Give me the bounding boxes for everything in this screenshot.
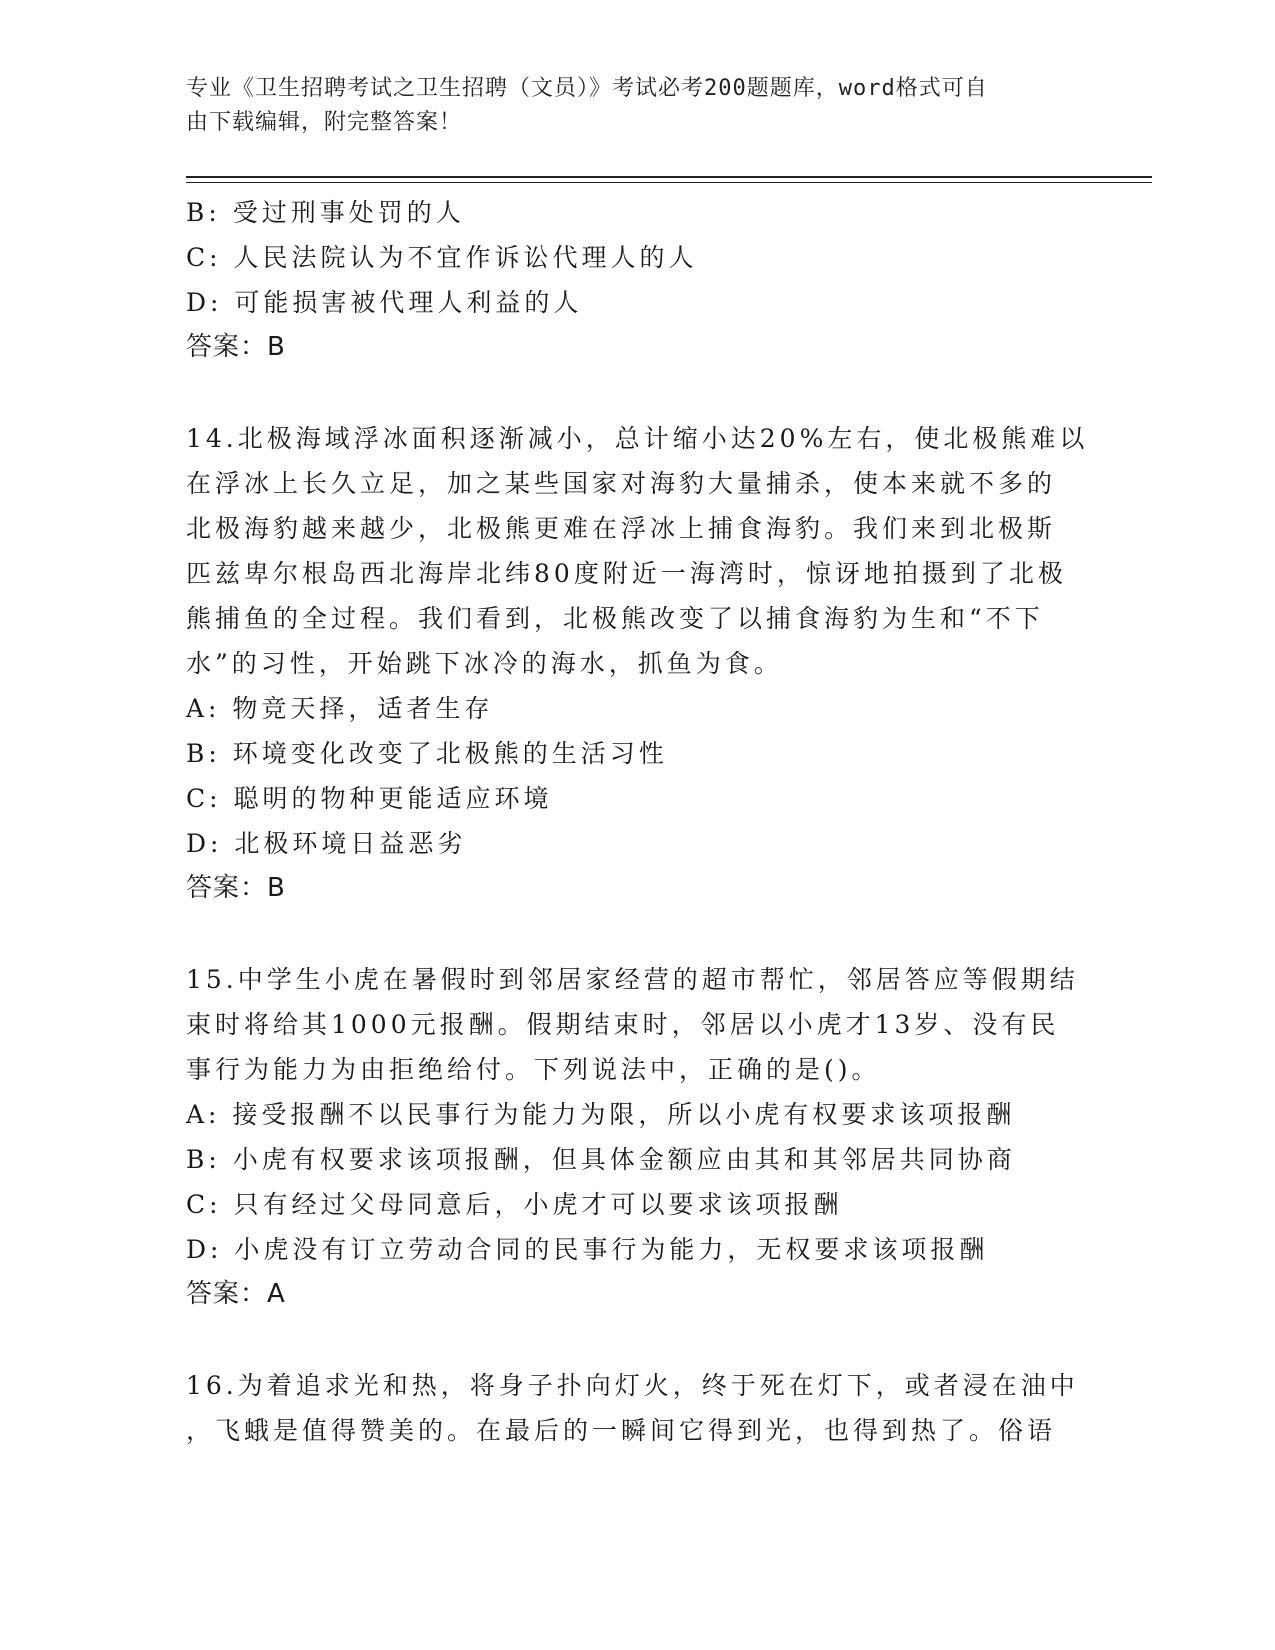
answer: 答案：A [186, 1279, 286, 1309]
page-header [186, 72, 1086, 140]
option-c: C: 只有经过父母同意后，小虎才可以要求该项报酬 [186, 1190, 843, 1219]
question-stem-line: 北极海豹越来越少，北极熊更难在浮冰上捕食海豹。我们来到北极斯 [186, 514, 1057, 543]
question-stem-line: 15.中学生小虎在暑假时到邻居家经营的超市帮忙，邻居答应等假期结 [186, 965, 1079, 994]
option-c: C: 聪明的物种更能适应环境 [186, 784, 553, 813]
question-stem-line: ，飞蛾是值得赞美的。在最后的一瞬间它得到光，也得到热了。俗语 [186, 1416, 1057, 1445]
option-a: A: 接受报酬不以民事行为能力为限，所以小虎有权要求该项报酬 [186, 1100, 1016, 1129]
option-b: B: 环境变化改变了北极熊的生活习性 [186, 739, 668, 768]
header-rule-thick [186, 176, 1152, 178]
question-15 [186, 957, 1086, 1317]
question-stem-line: 束时将给其1000元报酬。假期结束时，邻居以小虎才13岁、没有民 [186, 1010, 1060, 1039]
question-gap [186, 370, 1086, 416]
question-gap [186, 911, 1086, 957]
question-16 [186, 1363, 1086, 1453]
header-title-line-2: 由下载编辑，附完整答案！ [186, 110, 463, 135]
option-c: C: 人民法院认为不宜作诉讼代理人的人 [186, 243, 698, 272]
question-13-tail [186, 190, 1086, 370]
question-stem-line: 事行为能力为由拒绝给付。下列说法中，正确的是()。 [186, 1055, 881, 1084]
question-stem-line: 匹兹卑尔根岛西北海岸北纬80度附近一海湾时，惊讶地拍摄到了北极 [186, 559, 1067, 588]
question-content [186, 190, 1089, 1453]
question-stem-line: 水”的习性，开始跳下冰冷的海水，抓鱼为食。 [186, 649, 783, 678]
question-gap [186, 1317, 1086, 1363]
question-stem-line: 熊捕鱼的全过程。我们看到，北极熊改变了以捕食海豹为生和“不下 [186, 604, 1044, 633]
question-stem-line: 在浮冰上长久立足，加之某些国家对海豹大量捕杀，使本来就不多的 [186, 469, 1057, 498]
option-d: D: 北极环境日益恶劣 [186, 829, 467, 858]
option-d: D: 可能损害被代理人利益的人 [186, 288, 583, 317]
header-rule-thin [186, 182, 1152, 183]
option-b: B: 小虎有权要求该项报酬，但具体金额应由其和其邻居共同协商 [186, 1145, 1016, 1174]
question-stem-line: 14.北极海域浮冰面积逐渐减小，总计缩小达20%左右，使北极熊难以 [186, 424, 1089, 453]
header-title-line-1: 专业《卫生招聘考试之卫生招聘（文员）》考试必考200题题库，word格式可自 [186, 76, 988, 101]
answer: 答案：B [186, 332, 286, 362]
question-14 [186, 416, 1089, 911]
option-a: A: 物竞天择，适者生存 [186, 694, 494, 723]
question-stem-line: 16.为着追求光和热，将身子扑向灯火，终于死在灯下，或者浸在油中 [186, 1371, 1079, 1400]
option-d: D: 小虎没有订立劳动合同的民事行为能力，无权要求该项报酬 [186, 1235, 989, 1264]
option-b: B: 受过刑事处罚的人 [186, 198, 465, 227]
answer: 答案：B [186, 873, 286, 903]
